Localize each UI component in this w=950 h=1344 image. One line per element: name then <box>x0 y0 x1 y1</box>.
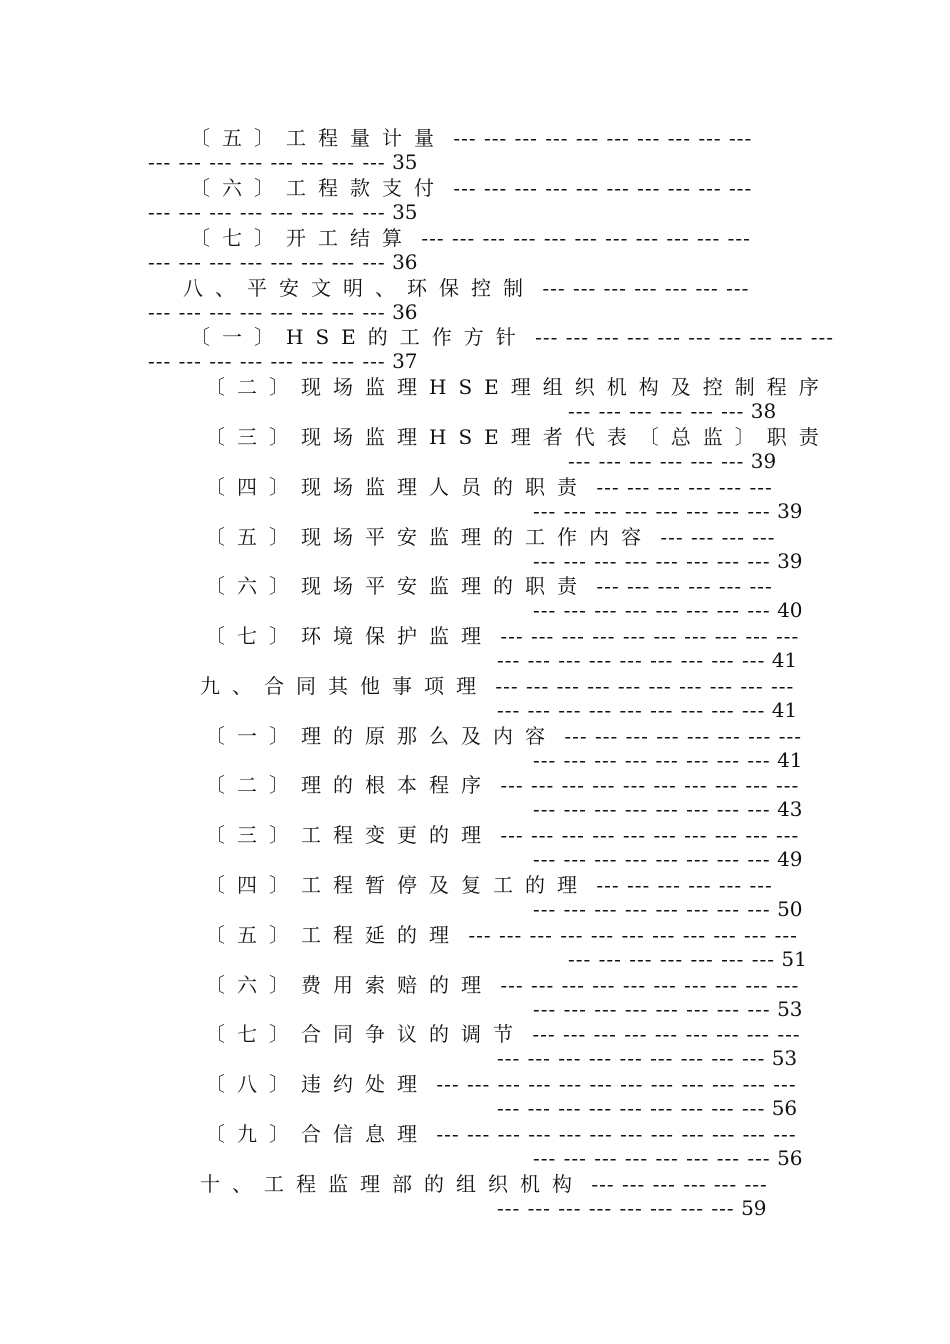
toc-entry-line <box>205 475 773 499</box>
toc-entry-page-number: 53 <box>777 997 803 1021</box>
toc-entry-page-number: 41 <box>771 698 798 722</box>
toc-entry-title: 〔五〕现场平安监理的工作内容 <box>205 525 653 549</box>
toc-entry-leader: --- --- --- --- --- --- <box>584 1172 768 1196</box>
toc-entry-leader: --- --- --- --- --- --- --- --- <box>533 847 771 871</box>
toc-entry-leader: --- --- --- --- --- --- --- <box>535 276 750 300</box>
toc-entry-line <box>533 797 803 821</box>
toc-entry-line <box>205 873 773 897</box>
toc-entry-leader: --- --- --- --- --- --- --- --- <box>557 724 803 748</box>
toc-entry-line <box>190 325 834 349</box>
toc-entry-leader: --- --- --- --- --- --- --- --- --- --- <box>527 325 835 349</box>
toc-entry-leader: --- --- --- --- --- --- --- <box>568 947 776 971</box>
toc-entry-leader: --- --- --- --- --- --- --- --- <box>148 300 386 324</box>
toc-entry-line <box>148 200 418 224</box>
toc-entry-title: 十、工程监理部的组织机构 <box>200 1172 584 1196</box>
toc-entry-page-number: 39 <box>777 549 803 573</box>
toc-entry-line <box>497 1196 767 1220</box>
toc-entry-page-number: 40 <box>777 598 803 622</box>
toc-entry-line <box>533 897 803 921</box>
toc-entry-line <box>497 1046 797 1070</box>
toc-entry-line <box>533 847 803 871</box>
toc-entry-page-number: 35 <box>392 200 418 224</box>
toc-entry-leader: --- --- --- --- --- --- --- --- <box>497 1196 735 1220</box>
toc-entry-title: 〔七〕合同争议的调节 <box>205 1022 525 1046</box>
toc-entry-leader: --- --- --- --- --- --- --- --- <box>533 748 771 772</box>
toc-entry-line <box>190 126 752 150</box>
toc-entry-line <box>190 226 751 250</box>
toc-entry-line <box>205 375 831 399</box>
toc-entry-line <box>205 923 798 947</box>
toc-entry-leader: --- --- --- --- --- --- <box>589 574 773 598</box>
toc-entry-leader: --- --- --- --- --- --- --- --- <box>148 200 386 224</box>
toc-entry-line <box>568 399 776 423</box>
toc-entry-title: 〔九〕合信息理 <box>205 1122 429 1146</box>
toc-entry-title: 〔五〕工程延的理 <box>205 923 461 947</box>
toc-entry-page-number: 41 <box>777 748 803 772</box>
toc-entry-leader: --- --- --- --- --- --- --- --- <box>533 997 771 1021</box>
toc-entry-leader: --- --- --- --- --- --- --- --- --- <box>497 698 766 722</box>
toc-entry-title: 〔七〕环境保护监理 <box>205 624 493 648</box>
toc-entry-page-number: 51 <box>781 947 807 971</box>
toc-entry-title: 〔三〕现场监理HSE理者代表〔总监〕职责 <box>205 425 831 449</box>
toc-entry-page-number: 59 <box>741 1196 767 1220</box>
toc-entry-line <box>148 349 418 373</box>
toc-entry-line <box>205 574 773 598</box>
toc-entry-leader: --- --- --- --- --- --- --- --- --- --- <box>446 126 753 150</box>
toc-entry-page-number: 56 <box>771 1096 798 1120</box>
toc-entry-leader: --- --- --- --- --- --- <box>568 399 745 423</box>
toc-entry-leader: --- --- --- --- --- --- --- --- --- --- <box>488 674 795 698</box>
toc-entry-line <box>200 1172 768 1196</box>
toc-entry-title: 〔四〕现场监理人员的职责 <box>205 475 589 499</box>
toc-entry-title: 〔一〕理的原那么及内容 <box>205 724 557 748</box>
toc-entry-leader: --- --- --- --- --- --- --- --- <box>533 499 771 523</box>
toc-entry-leader: --- --- --- --- --- --- --- --- <box>148 150 386 174</box>
toc-entry-leader: --- --- --- --- --- --- --- --- --- --- <box>493 973 800 997</box>
toc-entry-title: 〔五〕工程量计量 <box>190 126 446 150</box>
toc-entry-leader: --- --- --- --- --- --- --- --- <box>148 349 386 373</box>
toc-entry-page-number: 39 <box>750 449 777 473</box>
toc-entry-leader: --- --- --- --- --- --- <box>568 449 745 473</box>
toc-entry-leader: --- --- --- --- --- --- --- --- --- --- --- <box>414 226 751 250</box>
toc-entry-line <box>205 624 799 648</box>
toc-entry-line <box>148 250 418 274</box>
toc-entry-leader: --- --- --- --- --- --- --- --- <box>533 897 771 921</box>
toc-entry-leader: --- --- --- --- --- --- --- --- --- --- --- --- <box>429 1122 797 1146</box>
toc-entry-page-number: 39 <box>777 499 803 523</box>
toc-entry-line <box>533 748 803 772</box>
toc-entry-title: 九、合同其他事项理 <box>200 674 488 698</box>
toc-entry-page-number: 37 <box>392 349 418 373</box>
toc-entry-leader: --- --- --- --- <box>653 525 776 549</box>
toc-entry-leader: --- --- --- --- --- --- --- --- <box>148 250 386 274</box>
toc-entry-leader: --- --- --- --- --- --- --- --- --- --- <box>446 176 753 200</box>
toc-entry-line <box>190 176 752 200</box>
toc-entry-line <box>533 997 803 1021</box>
toc-entry-page-number: 41 <box>771 648 798 672</box>
toc-entry-leader: --- --- --- --- --- --- --- --- <box>533 797 771 821</box>
toc-entry-line <box>205 724 802 748</box>
toc-entry-line <box>568 449 776 473</box>
toc-entry-line <box>568 947 807 971</box>
toc-entry-title: 〔一〕HSE的工作方针 <box>190 325 528 349</box>
toc-entry-leader: --- --- --- --- --- --- --- --- <box>533 549 771 573</box>
toc-entry-line <box>148 150 418 174</box>
toc-entry-leader: --- --- --- --- --- --- --- --- --- <box>525 1022 801 1046</box>
toc-entry-line <box>497 698 797 722</box>
toc-entry-line <box>205 1022 801 1046</box>
toc-entry-line <box>200 674 794 698</box>
toc-entry-title: 〔八〕违约处理 <box>205 1072 429 1096</box>
toc-entry-line <box>205 525 776 549</box>
toc-entry-leader: --- --- --- --- --- --- --- --- --- --- <box>493 624 800 648</box>
toc-entry-line <box>183 276 749 300</box>
toc-entry-title: 〔四〕工程暂停及复工的理 <box>205 873 589 897</box>
toc-entry-leader: --- --- --- --- --- --- --- --- --- --- --- --- <box>429 1072 797 1096</box>
toc-entry-line <box>205 823 799 847</box>
toc-entry-title: 〔七〕开工结算 <box>190 226 414 250</box>
toc-entry-line <box>533 499 803 523</box>
toc-entry-line <box>205 1122 797 1146</box>
toc-entry-title: 〔六〕工程款支付 <box>190 176 446 200</box>
toc-entry-leader: --- --- --- --- --- --- <box>589 873 773 897</box>
toc-entry-page-number: 35 <box>392 150 418 174</box>
toc-entry-line <box>148 300 418 324</box>
toc-entry-page-number: 56 <box>777 1146 803 1170</box>
toc-entry-page-number: 38 <box>750 399 777 423</box>
toc-entry-title: 〔六〕现场平安监理的职责 <box>205 574 589 598</box>
toc-entry-leader: --- --- --- --- --- --- --- --- <box>533 598 771 622</box>
toc-entry-leader: --- --- --- --- --- --- --- --- --- --- --- <box>461 923 798 947</box>
toc-entry-leader: --- --- --- --- --- --- --- --- <box>533 1146 771 1170</box>
toc-entry-title: 〔六〕费用索赔的理 <box>205 973 493 997</box>
toc-entry-title: 〔三〕工程变更的理 <box>205 823 493 847</box>
toc-entry-leader: --- --- --- --- --- --- <box>589 475 773 499</box>
toc-entry-line <box>205 1072 797 1096</box>
toc-entry-line <box>497 648 797 672</box>
toc-entry-page-number: 43 <box>777 797 803 821</box>
toc-entry-line <box>205 773 799 797</box>
toc-entry-leader: --- --- --- --- --- --- --- --- --- <box>497 648 766 672</box>
toc-entry-line <box>205 973 799 997</box>
toc-entry-leader: --- --- --- --- --- --- --- --- --- --- <box>493 823 800 847</box>
toc-entry-page-number: 36 <box>392 300 418 324</box>
toc-entry-line <box>205 425 831 449</box>
toc-entry-line <box>533 1146 803 1170</box>
toc-entry-leader: --- --- --- --- --- --- --- --- --- <box>497 1046 766 1070</box>
toc-entry-title: 〔二〕理的根本程序 <box>205 773 493 797</box>
toc-entry-title: 八、平安文明、环保控制 <box>183 276 535 300</box>
toc-entry-leader: --- --- --- --- --- --- --- --- --- <box>497 1096 766 1120</box>
toc-entry-page-number: 36 <box>392 250 418 274</box>
toc-entry-page-number: 53 <box>771 1046 798 1070</box>
toc-entry-line <box>497 1096 797 1120</box>
toc-entry-page-number: 49 <box>777 847 803 871</box>
toc-entry-title: 〔二〕现场监理HSE理组织机构及控制程序 <box>205 375 831 399</box>
toc-entry-line <box>533 549 803 573</box>
toc-entry-line <box>533 598 803 622</box>
toc-entry-page-number: 50 <box>777 897 803 921</box>
toc-entry-leader: --- --- --- --- --- --- --- --- --- --- <box>493 773 800 797</box>
